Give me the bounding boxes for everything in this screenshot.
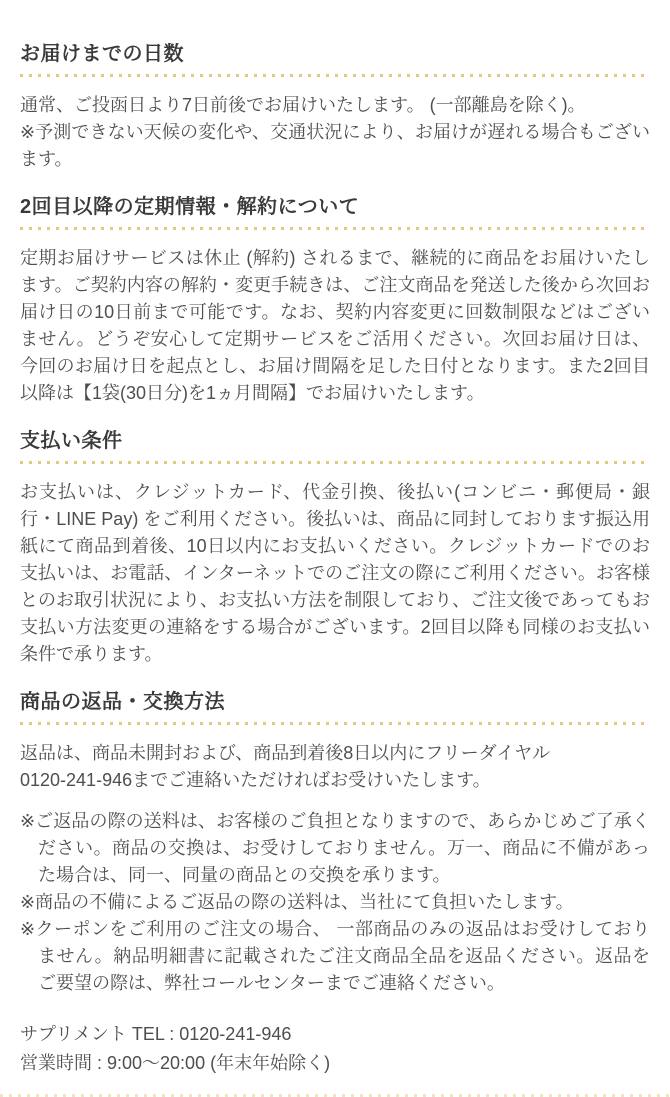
contact-tel: サプリメント TEL : 0120-241-946 [20,1024,292,1044]
notes-list [20,808,650,997]
contact-footer [20,1020,650,1078]
dotted-divider [20,74,650,77]
delivery-days-heading: お届けまでの日数 [20,43,184,65]
subscription-cancellation-heading: 2回目以降の定期情報・解約について [20,196,360,218]
note-item: ※クーポンをご利用のご注文の場合、 一部商品のみの返品はお受けしておりません。納品明細書に記載されたご注文商品全品を返品ください。返品をご要望の際は、弊社コールセンターまでご連絡ください。 [20,919,650,993]
paragraph-line: 返品は、商品未開封および、商品到着後8日以内にフリーダイヤル [20,743,551,763]
paragraph-line: 通常、ご投函日より7日前後でお届けいたします。 (一部離島を除く)。 [20,95,586,115]
payment-terms-heading: 支払い条件 [20,430,123,452]
section-returns-exchange [20,691,650,997]
paragraph-line: 0120-241-946までご連絡いただければお受けいたします。 [20,770,491,790]
paragraph-line: お支払いは、クレジットカード、代金引換、後払い(コンビニ・郵便局・銀行・LINE Pay) をご利用ください。後払いは、商品に同封しております振込用紙にて商品到着後、10日以内にお支払いください。クレジットカードでのお支払いは、お電話、インターネットでのご注文の際にご利用ください。お客様とのお取引状況により、お支払い方法を制限しており、ご注文後であってもお支払い方法変更の連絡をする場合がございます。2回目以降も同様のお支払い条件で承ります。 [20,482,650,664]
section-payment-terms [20,430,650,668]
paragraph-line: ※予測できない天候の変化や、交通状況により、お届けが遅れる場合もございます。 [20,122,650,169]
paragraph-line: 定期お届けサービスは休止 (解約) されるまで、継続的に商品をお届けいたします。ご契約内容の解約・変更手続きは、ご注文商品を発送した後から次回お届け日の10日前まで可能です。なお、契約内容変更に回数制限などはございません。どうぞ安心して定期サービスをご活用ください。次回お届け日は、今回のお届け日を起点とし、お届け間隔を足した日付となります。また2回目以降は【1袋(30日分)を1ヵ月間隔】でお届けいたします。 [20,248,650,403]
note-item: ※ご返品の際の送料は、お客様のご負担となりますので、あらかじめご了承ください。商品の交換は、お受けしておりません。万一、商品に不備があった場合は、同一、同量の商品との交換を承ります。 [20,811,650,885]
section-subscription-cancellation [20,196,650,407]
section-delivery-days [20,43,650,173]
dotted-divider [20,722,650,725]
returns-exchange-heading: 商品の返品・交換方法 [20,691,225,713]
note-item: ※商品の不備によるご返品の際の送料は、当社にて負担いたします。 [20,892,574,912]
business-hours: 営業時間 : 9:00〜20:00 (年末年始除く) [20,1053,331,1073]
dotted-divider [20,461,650,464]
dotted-divider [20,227,650,230]
